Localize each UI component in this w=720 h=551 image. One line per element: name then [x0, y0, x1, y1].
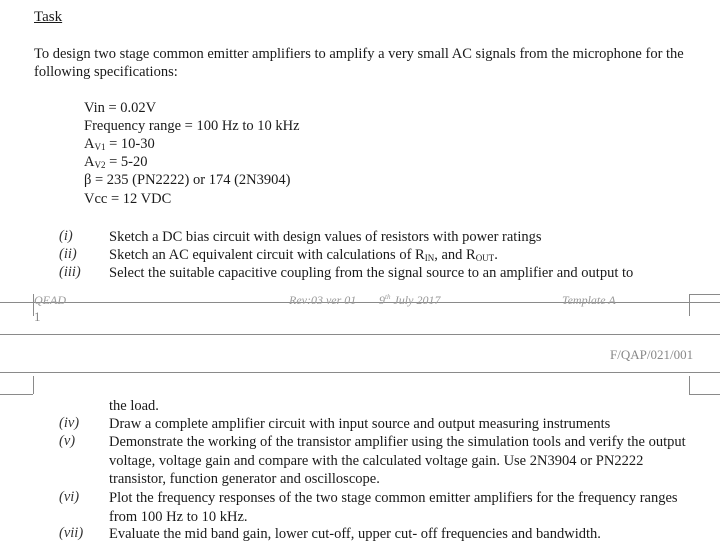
item-number-vii: (vii)	[59, 525, 84, 541]
footer-template: Template A	[562, 293, 616, 307]
item-number-iv: (iv)	[59, 415, 80, 431]
crop-mark-left-bottom	[33, 376, 34, 394]
crop-mark-right-bottom	[689, 376, 690, 394]
intro-paragraph: To design two stage common emitter amplifiers to amplify a very small AC signals from the microphone for the following specifications:	[34, 46, 684, 80]
crop-mark-left-h	[0, 394, 33, 395]
crop-mark-right-h	[689, 394, 720, 395]
header-code: F/QAP/021/001	[610, 347, 694, 362]
spec-beta: β = 235 (PN2222) or 174 (2N3904)	[84, 172, 291, 188]
crop-mark-right	[689, 294, 690, 316]
item-text-vii: Evaluate the mid band gain, lower cut-off, upper cut- off frequencies and bandwidth.	[109, 526, 601, 542]
spec-av1: $A_{V1} = 10-30$	[84, 136, 155, 152]
item-text-v: Demonstrate the working of the transistor amplifier using the simulation tools and verify the output voltage, voltage gain and compare with the calculated voltage gain. Use 2N3904 or PN2222 transistor, function generator and oscilloscope.	[109, 434, 686, 487]
task-heading: Task	[34, 9, 63, 25]
spec-vcc: Vcc = 12 VDC	[84, 191, 172, 207]
item-text-i: Sketch a DC bias circuit with design values of resistors with power ratings	[109, 229, 542, 245]
page-top-line	[0, 372, 720, 373]
item-text-ii: Sketch an AC equivalent circuit with calculations of $R_{IN}$, and $R_{OUT}$.	[109, 247, 498, 263]
page-gap-line	[0, 334, 720, 335]
footer-left: QEAD	[34, 293, 66, 307]
item-number-vi: (vi)	[59, 489, 80, 505]
item-number-ii: (ii)	[59, 246, 77, 262]
spec-av2: $A_{V2} = 5-20$	[84, 154, 148, 170]
crop-mark-right-top	[689, 294, 720, 295]
spec-vin: Vin = 0.02V	[84, 100, 157, 116]
footer-date: 9th July 2017	[379, 293, 441, 307]
item-text-iv: Draw a complete amplifier circuit with input source and output measuring instruments	[109, 416, 611, 432]
footer-revision: Rev:03 ver 01	[289, 293, 357, 307]
item-number-v: (v)	[59, 433, 76, 449]
item-text-vi: Plot the frequency responses of the two stage common emitter amplifiers for the frequency ranges from 100 Hz to 10 kHz.	[109, 490, 678, 525]
item-number-i: (i)	[59, 228, 73, 244]
footer-page-number: 1	[34, 309, 41, 324]
item-text-iii: Select the suitable capacitive coupling from the signal source to an amplifier and output to	[109, 265, 634, 281]
item-number-iii: (iii)	[59, 264, 81, 280]
spec-frequency: Frequency range = 100 Hz to 10 kHz	[84, 118, 300, 134]
item-text-iii-continued: the load.	[109, 398, 159, 414]
